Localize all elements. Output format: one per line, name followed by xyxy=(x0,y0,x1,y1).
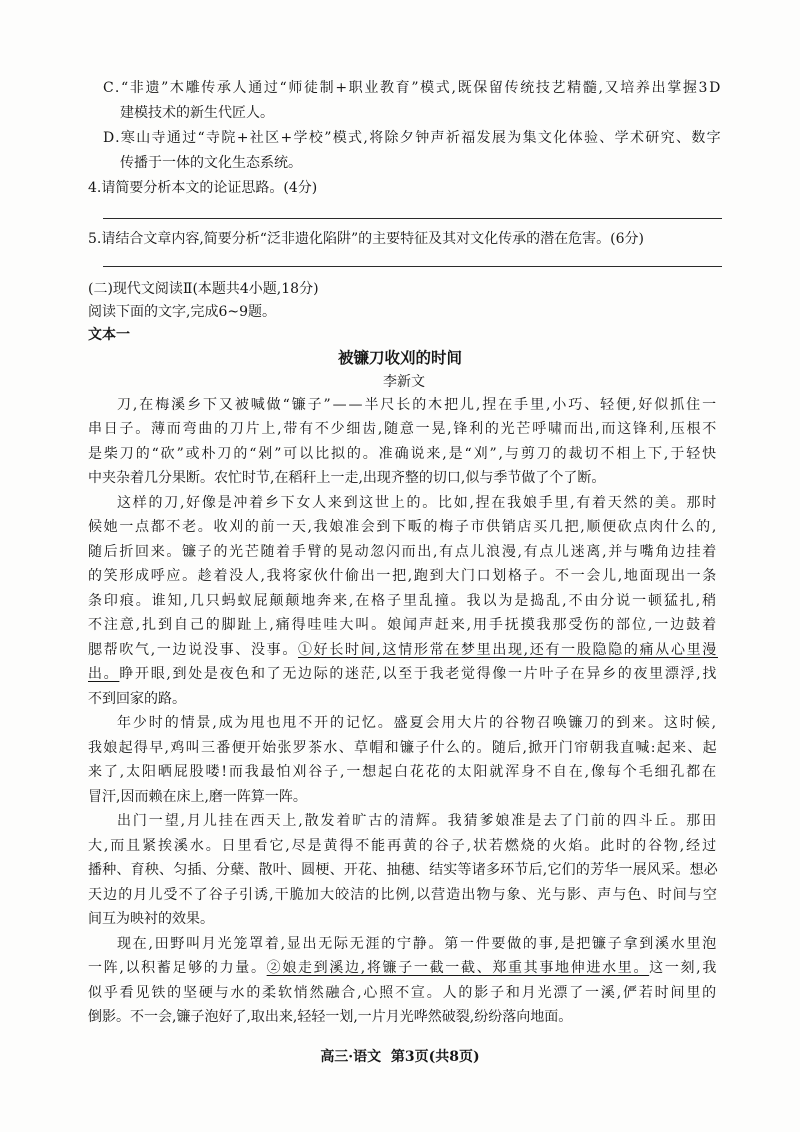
p5-line-4: 倒影。不一会,镰子泡好了,取出来,轻轻一划,一片月光哗然破裂,纷纷落向地面。 xyxy=(88,1009,573,1026)
underlined-sentence-1-end: 出。 xyxy=(88,666,120,683)
p5-line-3: 似乎看见铁的坚硬与水的柔软悄然融合,心照不宣。人的影子和月光漂了一溪,俨若时间里的 xyxy=(88,984,718,1001)
p4-line-4: 天边的月儿受不了谷子引诱,干脆加大皎洁的比例,以营造出物与象、光与影、声与色、时间与空 xyxy=(88,886,718,903)
p4-line-5: 间互为映衬的效果。 xyxy=(88,911,214,928)
p1-line-4: 中夹杂着几分果断。农忙时节,在稻秆上一走,出现齐整的切口,似与季节做了个了断。 xyxy=(88,470,606,487)
option-d-line-1: D.寒山寺通过“寺院+社区+学校”模式,将除夕钟声祈福发展为集文化体验、学术研究、数字 xyxy=(103,130,722,146)
p1-line-1: 刀,在梅溪乡下又被喊做“镰子”——半尺长的木把儿,捏在手里,小巧、轻便,好似抓住一 xyxy=(117,396,718,413)
article-author: 李新文 xyxy=(383,374,425,390)
answer-line-q4 xyxy=(103,218,722,219)
option-c-line-1: C.“非遗”木雕传承人通过“师徒制+职业教育”模式,既保留传统技艺精髓,又培养出掌握3D xyxy=(103,80,722,96)
p2-line-4: 的笑形成呼应。趁着没人,我将家伙什偷出一把,跑到大门口划格子。不一会儿,地面现出一条 xyxy=(88,568,718,585)
p1-line-3: 是柴刀的“砍”或朴刀的“剁”可以比拟的。准确说来,是“刈”,与剪刀的裁切不相上下,于轻快 xyxy=(88,445,718,462)
p2-line-2: 候她一点都不老。收刈的前一天,我娘准会到下畈的梅子市供销店买几把,顺便砍点肉什么的, xyxy=(88,519,718,536)
p4-line-2: 大,而且紧挨溪水。日里看它,尽是黄得不能再黄的谷子,状若燃烧的火焰。此时的谷物,经过 xyxy=(88,837,718,854)
p2-line-7 xyxy=(88,638,718,663)
p3-line-2: 我娘起得早,鸡叫三番便开始张罗茶水、草帽和镰子什么的。随后,掀开门帘朝我直喊:起来、起 xyxy=(88,739,718,756)
p2-line-5: 条印痕。谁知,几只蚂蚁屁颠颠地奔来,在格子里乱撞。我以为是捣乱,不由分说一顿猛扎,稍 xyxy=(88,592,718,609)
section-instruction: 阅读下面的文字,完成6~9题。 xyxy=(88,304,276,320)
p3-line-4: 冒汗,因而赖在床上,磨一阵算一阵。 xyxy=(88,788,307,805)
question-5: 5.请结合文章内容,简要分析“泛非遗化陷阱”的主要特征及其对文化传承的潜在危害。(6分) xyxy=(88,231,644,247)
p2-line-7-text: 腮帮吹气,一边说没事、没事。 xyxy=(88,641,298,658)
text-label: 文本一 xyxy=(88,327,130,343)
p5-line-2-text: 一阵,以积蓄足够的力量。 xyxy=(88,960,267,977)
p2-line-3: 随后折回来。镰子的光芒随着手臂的晃动忽闪而出,有点儿浪漫,有点儿迷离,并与嘴角边挂着 xyxy=(88,543,718,560)
article-body xyxy=(88,393,718,1030)
p2-line-1: 这样的刀,好像是冲着乡下女人来到这世上的。比如,捏在我娘手里,有着天然的美。那时 xyxy=(117,494,718,511)
article-title: 被镰刀收刈的时间 xyxy=(337,348,462,367)
underlined-sentence-1: ①好长时间,这情形常在梦里出现,还有一股隐隐的痛从心里漫 xyxy=(298,641,718,658)
p1-line-2: 串日子。薄而弯曲的刀片上,带有不少细齿,随意一晃,锋利的光芒呼啸而出,而这锋利,压根不 xyxy=(88,421,718,438)
p5-line-2-tail: 这一刻,我 xyxy=(649,960,719,977)
question-4: 4.请简要分析本文的论证思路。(4分) xyxy=(88,180,318,196)
p3-line-3: 来了,太阳晒屁股喽!而我最怕刈谷子,一想起白花花的太阳就浑身不自在,像每个毛细孔都在 xyxy=(88,764,718,781)
p5-line-2 xyxy=(88,956,718,981)
option-d-line-2: 传播于一体的文化生态系统。 xyxy=(120,155,302,171)
p2-line-9: 不到回家的路。 xyxy=(88,690,186,707)
underlined-sentence-2: ②娘走到溪边,将镰子一截一截、郑重其事地伸进水里。 xyxy=(266,960,650,977)
p3-line-1: 年少时的情景,成为甩也甩不开的记忆。盛夏会用大片的谷物召唤镰刀的到来。这时候, xyxy=(117,715,718,732)
section-header xyxy=(88,278,718,347)
p2-line-8 xyxy=(88,662,718,687)
p4-line-1: 出门一望,月儿挂在西天上,散发着旷古的清辉。我猜爹娘准是去了门前的四斗丘。那田 xyxy=(117,813,718,830)
p4-line-3: 播种、育秧、匀插、分蘖、散叶、圆梗、开花、抽穗、结实等诸多环节后,它们的芳华一展风采。想必 xyxy=(88,862,718,879)
p2-line-8-text: 睁开眼,到处是夜色和了无边际的迷茫,以至于我老觉得像一片叶子在异乡的夜里漂浮,找 xyxy=(119,666,718,683)
answer-line-q5 xyxy=(103,266,722,267)
page-footer: 高三·语文 第3页(共8页) xyxy=(320,1049,480,1065)
section-heading: (二)现代文阅读Ⅱ(本题共4小题,18分) xyxy=(88,281,319,297)
p5-line-1: 现在,田野叫月光笼罩着,显出无际无涯的宁静。第一件要做的事,是把镰子拿到溪水里泡 xyxy=(117,935,718,952)
option-c-line-2: 建模技术的新生代匠人。 xyxy=(120,105,274,121)
p2-line-6: 不注意,扎到自己的脚趾上,痛得哇哇大叫。娘闻声赶来,用手抚摸我那受伤的部位,一边鼓着 xyxy=(88,617,718,634)
answer-options xyxy=(103,76,722,176)
